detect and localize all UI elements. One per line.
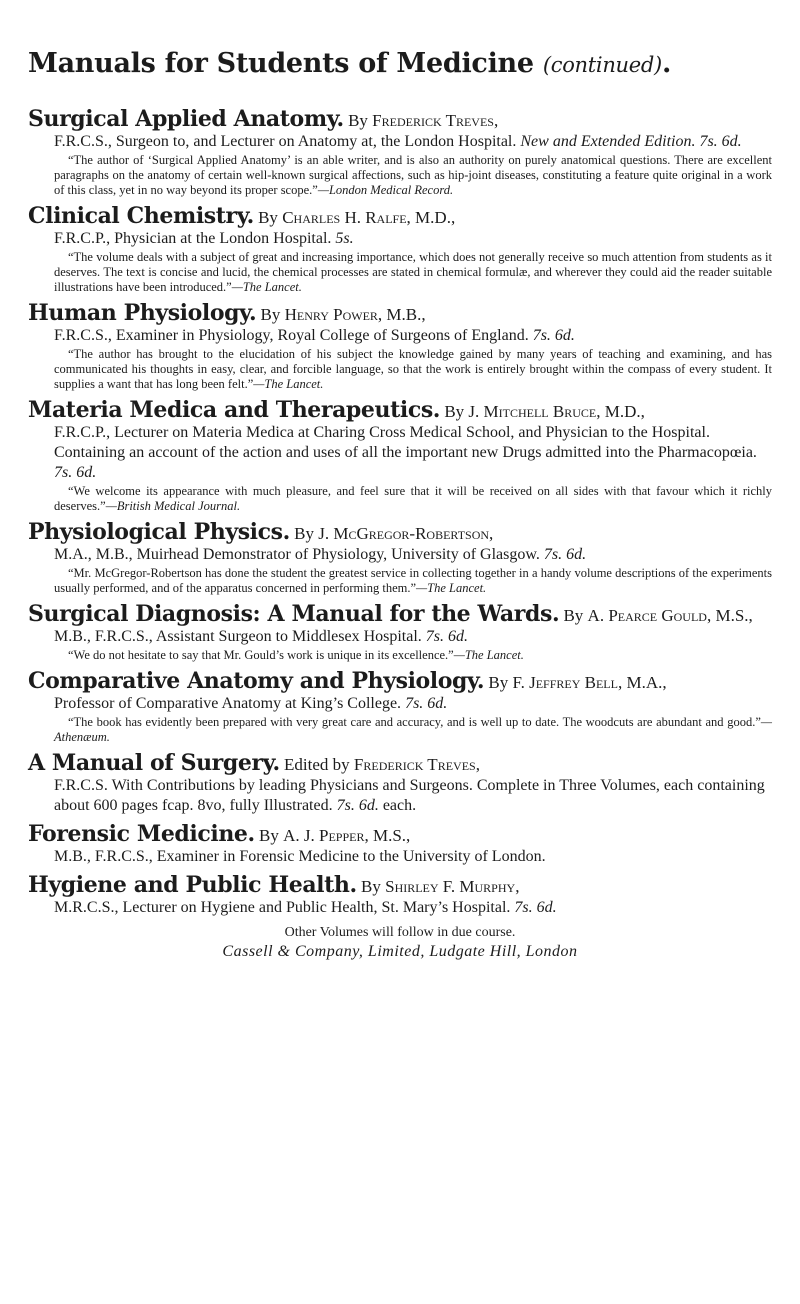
by-label: By [294, 524, 314, 543]
entry-heading [28, 874, 772, 898]
entry-detail [28, 627, 772, 663]
author-name: J. Mitchell Bruce, M.D., [468, 402, 645, 421]
author-name: A. J. Pepper, M.S., [283, 826, 411, 845]
book-title: Surgical Diagnosis: A Manual for the Wards. [28, 601, 560, 627]
price: 5s. [335, 230, 354, 247]
author-name: J. McGregor-Robertson, [318, 524, 494, 543]
heading-period: . [661, 48, 672, 79]
author-name: Charles H. Ralfe, M.D., [282, 208, 456, 227]
author-description: F.R.C.S., Examiner in Physiology, Royal College of Surgeons of England. [54, 327, 529, 344]
book-entry [28, 302, 772, 392]
author-description: M.R.C.S., Lecturer on Hygiene and Public Health, St. Mary’s Hospital. [54, 899, 511, 916]
review-source: —The Lancet. [453, 648, 524, 662]
author-description: Professor of Comparative Anatomy at King’s College. [54, 695, 402, 712]
book-entry [28, 603, 772, 663]
entry-heading [28, 302, 772, 326]
book-entry [28, 205, 772, 295]
book-entry [28, 823, 772, 867]
review-source: —British Medical Journal. [105, 499, 241, 513]
review-quote [54, 153, 772, 198]
review-text: “We welcome its appearance with much pleasure, and feel sure that it will be received on all sides with that favour which it richly deserves.” [54, 484, 772, 513]
entry-heading [28, 823, 772, 847]
by-label: By [563, 606, 584, 625]
price: 7s. 6d. [405, 695, 448, 712]
entry-heading [28, 399, 772, 423]
publisher-imprint: Cassell & Company, Limited, Ludgate Hill, London [222, 943, 578, 960]
by-label: By [444, 402, 465, 421]
entry-detail [28, 132, 772, 198]
price: 7s. 6d. [336, 797, 379, 814]
review-source: —The Lancet. [253, 377, 324, 391]
book-title: Materia Medica and Therapeutics. [28, 397, 441, 423]
book-title: Surgical Applied Anatomy. [28, 106, 344, 132]
page-heading [28, 48, 778, 79]
author-description: F.R.C.P., Lecturer on Materia Medica at Charing Cross Medical School, and Physician to the Hospital. Containing an account of the action and uses of all the important new Drugs admitted into the Pharmacopœia. [54, 424, 757, 461]
entry-detail [28, 776, 772, 816]
price: 7s. 6d. [543, 546, 587, 563]
review-source: —The Lancet. [231, 280, 302, 294]
by-label: Edited by [284, 755, 350, 774]
book-entry [28, 670, 772, 745]
book-title: Physiological Physics. [28, 519, 290, 545]
entry-list [28, 108, 772, 961]
entry-detail [28, 898, 772, 918]
review-quote [54, 484, 772, 514]
entry-detail [28, 229, 772, 295]
author-name: Frederick Treves, [372, 111, 499, 130]
review-text: “The volume deals with a subject of great and increasing importance, which does not generally receive so much attention from students as it deserves. The text is concise and lucid, the chemical processes are stated in chemical formulæ, and wherever they could aid the reader suitable illustrations have been introduced.” [54, 250, 772, 294]
entry-heading [28, 603, 772, 627]
author-name: Frederick Treves, [353, 755, 480, 774]
price: 7s. 6d. [514, 899, 557, 916]
price-suffix: each. [382, 797, 417, 814]
review-quote [54, 250, 772, 295]
review-text: “The author of ‘Surgical Applied Anatomy’ is an able writer, and is also an authority on purely anatomical questions. There are excellent paragraphs on the anatomy of certain well-known surgical affections, such as hip-joint diseases, constituting a feature quite original in a work of this class, yet in no way beyond its proper scope.” [54, 153, 772, 197]
entry-detail [28, 847, 772, 867]
author-description: M.B., F.R.C.S., Examiner in Forensic Medicine to the University of London. [54, 848, 546, 865]
by-label: By [348, 111, 368, 130]
author-description: F.R.C.S. With Contributions by leading Physicians and Surgeons. Complete in Three Volumes, each containing about 600 pages fcap. 8vo, fully Illustrated. [54, 777, 765, 814]
entry-heading [28, 205, 772, 229]
heading-text: Manuals for Students of Medicine [28, 48, 534, 79]
review-text: “The book has evidently been prepared with very great care and accuracy, and is well up to date. The woodcuts are abundant and good.” [68, 715, 761, 729]
author-description: M.B., F.R.C.S., Assistant Surgeon to Middlesex Hospital. [54, 628, 422, 645]
book-entry [28, 521, 772, 596]
book-title: Comparative Anatomy and Physiology. [28, 668, 485, 694]
price: 7s. 6d. [532, 327, 575, 344]
book-title: A Manual of Surgery. [28, 750, 280, 776]
entry-heading [28, 670, 772, 694]
heading-suffix: (continued) [542, 53, 662, 77]
price: 7s. 6d. [425, 628, 469, 645]
entry-heading [28, 521, 772, 545]
by-label: By [361, 877, 381, 896]
author-name: Henry Power, M.B., [284, 305, 426, 324]
review-quote [54, 648, 772, 663]
review-quote [54, 566, 772, 596]
author-name: A. Pearce Gould, M.S., [587, 606, 753, 625]
by-label: By [488, 673, 509, 692]
author-description: F.R.C.S., Surgeon to, and Lecturer on Anatomy at, the London Hospital. [54, 133, 517, 150]
review-text: “We do not hesitate to say that Mr. Gould’s work is unique in its excellence.” [68, 648, 454, 662]
review-source: —Athenæum. [54, 715, 772, 744]
edition-note: New and Extended Edition. [520, 133, 696, 150]
author-description: F.R.C.P., Physician at the London Hospital. [54, 230, 332, 247]
entry-detail [28, 694, 772, 745]
entry-detail [28, 326, 772, 392]
by-label: By [260, 305, 281, 324]
book-title: Human Physiology. [28, 300, 257, 326]
author-name: Shirley F. Murphy, [385, 877, 520, 896]
entry-detail [28, 545, 772, 596]
entry-heading [28, 752, 772, 776]
review-quote [54, 715, 772, 745]
book-entry [28, 399, 772, 514]
author-description: M.A., M.B., Muirhead Demonstrator of Physiology, University of Glasgow. [54, 546, 540, 563]
book-title: Clinical Chemistry. [28, 203, 254, 229]
entry-heading [28, 108, 772, 132]
by-label: By [259, 826, 279, 845]
footer-note: Other Volumes will follow in due course. [284, 925, 516, 940]
book-title: Hygiene and Public Health. [28, 872, 357, 898]
book-entry [28, 874, 772, 918]
review-source: —London Medical Record. [317, 183, 454, 197]
book-entry [28, 752, 772, 816]
price: 7s. 6d. [699, 133, 742, 150]
book-entry [28, 108, 772, 198]
by-label: By [258, 208, 278, 227]
price: 7s. 6d. [54, 464, 97, 481]
review-text: “The author has brought to the elucidation of his subject the knowledge gained by many years of teaching and examining, and has communicated his thoughts in easy, clear, and forcible language, so that the work is entirely brought within the compass of every student. It supplies a want that has long been felt.” [54, 347, 772, 391]
review-source: —The Lancet. [416, 581, 487, 595]
review-quote [54, 347, 772, 392]
entry-detail [28, 423, 772, 514]
review-text: “Mr. McGregor-Robertson has done the student the greatest service in collecting together in a handy volume descriptions of the experiments usually performed, and of the apparatus concerned in performing them.” [54, 566, 772, 595]
author-name: F. Jeffrey Bell, M.A., [512, 673, 667, 692]
book-title: Forensic Medicine. [28, 821, 255, 847]
